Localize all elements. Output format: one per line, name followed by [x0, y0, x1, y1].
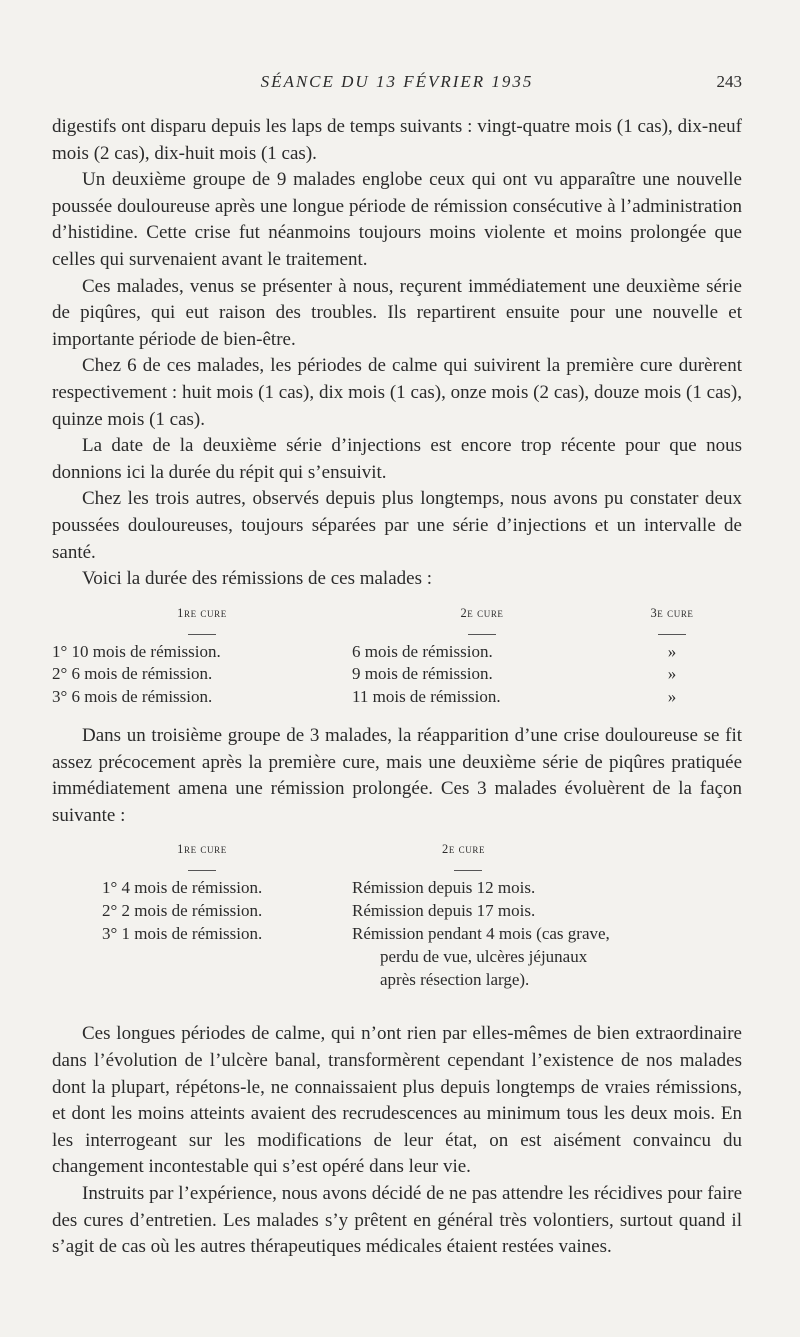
paragraph: Ces longues périodes de calme, qui n’ont rien par elles-mêmes de bien extraordinaire dans l’évolution de l’ulcère banal, transformèrent cependant l’existence de nos malades dont la plupart, répétons-le, ne connaissaient plus depuis longtemps de vraies rémissions, et dont les moins atteints avaient des recrudescences au minimum tous les deux mois. En les interrogeant sur les modifications de leur état, on est aisément convaincu du changement incontestable qui s’est opéré dans leur vie.	[52, 1023, 742, 1178]
table-cell: 6 mois de rémission.	[352, 641, 493, 661]
dash-divider	[658, 634, 686, 635]
table-row	[52, 900, 742, 923]
table-cell: Rémission depuis 17 mois.	[352, 901, 536, 921]
table-cell: 2° 6 mois de rémission.	[52, 664, 213, 684]
page-number: 243	[716, 72, 742, 91]
table-row	[52, 663, 742, 686]
paragraph: Voici la durée des rémissions de ces malades :	[82, 568, 432, 590]
running-head	[52, 72, 742, 96]
table-cell: Rémission pendant 4 mois (cas grave,	[352, 924, 610, 944]
paragraph: La date de la deuxième série d’injections est encore trop récente pour que nous donnions ici la durée du répit qui s’ensuivit.	[52, 435, 742, 483]
table-cell: »	[667, 687, 677, 707]
dash-row	[52, 621, 742, 641]
running-title: SÉANCE DU 13 FÉVRIER 1935	[260, 72, 534, 91]
paragraph: Dans un troisième groupe de 3 malades, la réapparition d’une crise douloureuse se fit assez précocement après la première cure, mais une deuxième série de piqûres pratiquée immédiatement amena une rémission prolongée. Ces 3 malades évoluèrent de la façon suivante :	[52, 725, 742, 826]
dash-divider	[468, 634, 496, 635]
dash-divider	[188, 634, 216, 635]
column-header: 2e cure	[442, 842, 486, 857]
body-text	[52, 114, 742, 1261]
table-row	[52, 877, 742, 900]
table-header-row	[52, 835, 742, 857]
remission-table-2	[52, 835, 742, 991]
table-cell: 9 mois de rémission.	[352, 664, 493, 684]
column-header: 3e cure	[650, 605, 694, 620]
paragraph: digestifs ont disparu depuis les laps de temps suivants : vingt-quatre mois (1 cas), dix-neuf mois (2 cas), dix-huit mois (1 cas).	[52, 116, 742, 164]
paragraph: Chez les trois autres, observés depuis plus longtemps, nous avons pu constater deux poussées douloureuses, toujours séparées par une série d’injections et un intervalle de santé.	[52, 488, 742, 563]
column-header: 1re cure	[177, 605, 227, 620]
paragraph: Instruits par l’expérience, nous avons décidé de ne pas attendre les récidives pour faire des cures d’entretien. Les malades s’y prêtent en général très volontiers, surtout quand il s’agit de cas où les autres thérapeutiques médicales étaient restées vaines.	[52, 1183, 742, 1258]
table-cell: 2° 2 mois de rémission.	[102, 901, 263, 921]
table-row	[52, 641, 742, 664]
table-cell: Rémission depuis 12 mois.	[352, 878, 536, 898]
paragraph: Un deuxième groupe de 9 malades englobe ceux qui ont vu apparaître une nouvelle poussée douloureuse après une longue période de rémission consécutive à l’administration d’histidine. Cette crise fut néanmoins toujours moins violente et moins prolongée que celles qui survenaient avant le traitement.	[52, 169, 742, 270]
table-cell: 1° 10 mois de rémission.	[52, 641, 221, 661]
paragraph: Chez 6 de ces malades, les périodes de calme qui suivirent la première cure durèrent respectivement : huit mois (1 cas), dix mois (1 cas), onze mois (2 cas), douze mois (1 cas), quinze mois (1 cas).	[52, 355, 742, 430]
column-header: 1re cure	[177, 842, 227, 857]
dash-divider	[188, 870, 216, 871]
table-cell: 1° 4 mois de rémission.	[102, 878, 263, 898]
table-header-row	[52, 599, 742, 621]
table-row	[52, 686, 742, 709]
table-cell: 11 mois de rémission.	[352, 687, 501, 707]
table-cell-continuation: après résection large).	[380, 969, 530, 989]
dash-divider	[454, 870, 482, 871]
table-row	[52, 923, 742, 946]
table-cell: 3° 6 mois de rémission.	[52, 687, 213, 707]
remission-table-1	[52, 599, 742, 709]
column-header: 2e cure	[460, 605, 504, 620]
table-cell: »	[667, 664, 677, 684]
table-cell: »	[667, 641, 677, 661]
paragraph: Ces malades, venus se présenter à nous, reçurent immédiatement une deuxième série de piqûres, qui eut raison des troubles. Ils repartirent ensuite pour une nouvelle et importante période de bien-être.	[52, 275, 742, 350]
table-cell: 3° 1 mois de rémission.	[102, 924, 263, 944]
table-cell-continuation: perdu de vue, ulcères jéjunaux	[380, 946, 588, 966]
dash-row	[52, 857, 742, 877]
